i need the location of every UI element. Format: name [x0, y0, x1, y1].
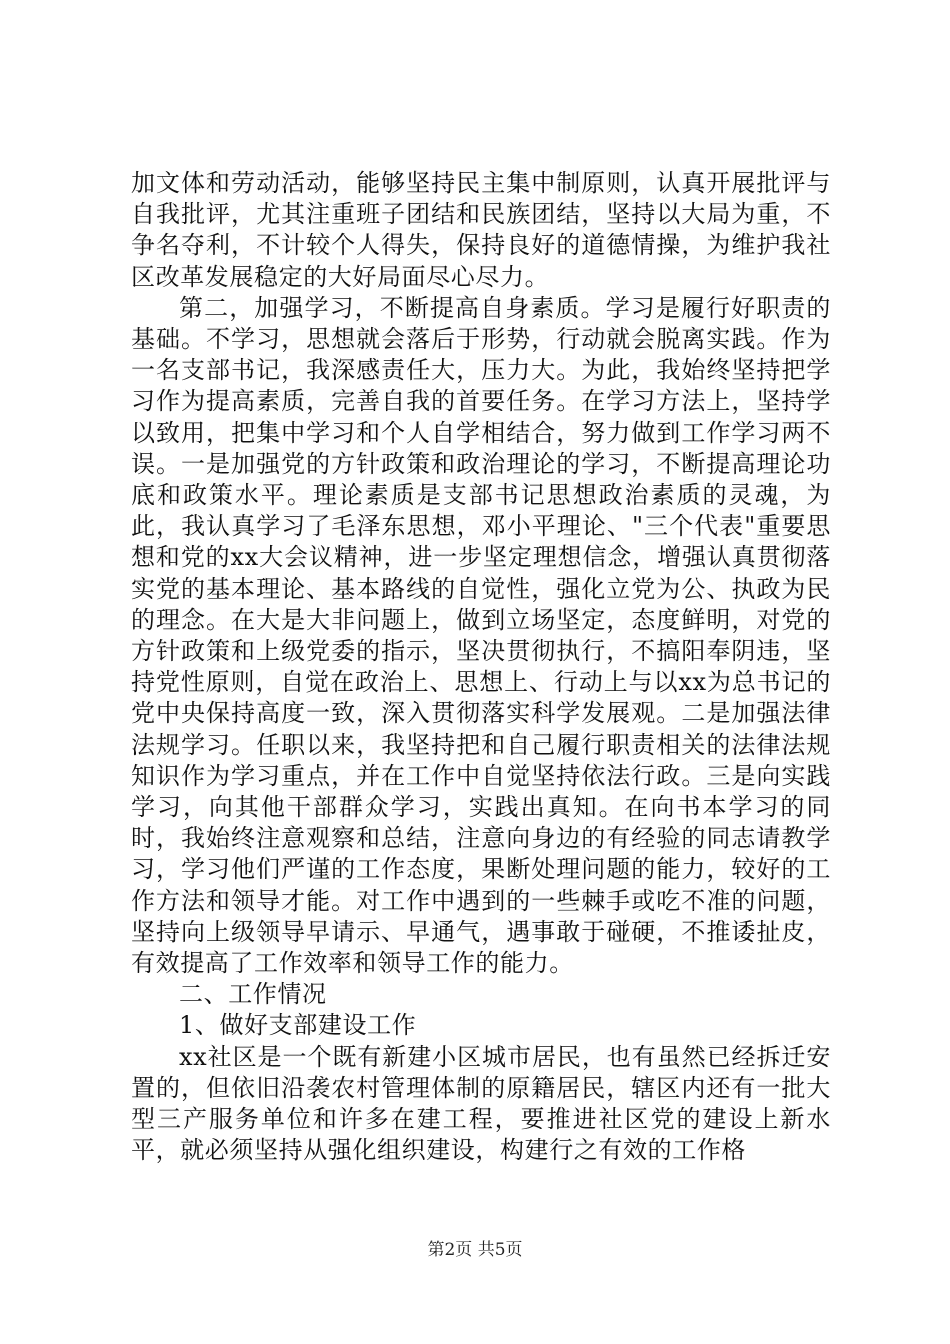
section-heading-work: 二、工作情况: [179, 980, 327, 1009]
subsection-heading-branch: 1、做好支部建设工作: [179, 1011, 417, 1040]
paragraph-community: xx社区是一个既有新建小区城市居民，也有虽然已经拆迁安置的，但依旧沿袭农村管理体制的原籍居民，辖区内还有一批大型三产服务单位和许多在建工程，要推进社区党的建设上新水平，就必须坚持从强化组织建设，构建行之有效的工作格: [131, 1042, 831, 1165]
paragraph-continuation: 加文体和劳动活动，能够坚持民主集中制原则，认真开展批评与自我批评，尤其注重班子团结和民族团结，坚持以大局为重，不争名夺利，不计较个人得失，保持良好的道德情操，为维护我社区改革发展稳定的大好局面尽心尽力。: [131, 169, 831, 291]
paragraph-study: 第二，加强学习，不断提高自身素质。学习是履行好职责的基础。不学习，思想就会落后于形势，行动就会脱离实践。作为一名支部书记，我深感责任大，压力大。为此，我始终坚持把学习作为提高素质，完善自我的首要任务。在学习方法上，坚持学以致用，把集中学习和个人自学相结合，努力做到工作学习两不误。一是加强党的方针政策和政治理论的学习，不断提高理论功底和政策水平。理论素质是支部书记思想政治素质的灵魂，为此，我认真学习了毛泽东思想，邓小平理论、"三个代表"重要思想和党的xx大会议精神，进一步坚定理想信念，增强认真贯彻落实党的基本理论、基本路线的自觉性，强化立党为公、执政为民的理念。在大是大非问题上，做到立场坚定，态度鲜明，对党的方针政策和上级党委的指示，坚决贯彻执行，不搞阳奉阴违，坚持党性原则，自觉在政治上、思想上、行动上与以xx为总书记的党中央保持高度一致，深入贯彻落实科学发展观。二是加强法律法规学习。任职以来，我坚持把和自己履行职责相关的法律法规知识作为学习重点，并在工作中自觉坚持依法行政。三是向实践学习，向其他干部群众学习，实践出真知。在向书本学习的同时，我始终注意观察和总结，注意向身边的有经验的同志请教学习，学习他们严谨的工作态度，果断处理问题的能力，较好的工作方法和领导才能。对工作中遇到的一些棘手或吃不准的问题，坚持向上级领导早请示、早通气，遇事敢于碰硬，不推诿扯皮，有效提高了工作效率和领导工作的能力。: [131, 293, 831, 978]
page-number: 第2页 共5页: [427, 1240, 523, 1260]
document-body: [131, 168, 831, 1167]
